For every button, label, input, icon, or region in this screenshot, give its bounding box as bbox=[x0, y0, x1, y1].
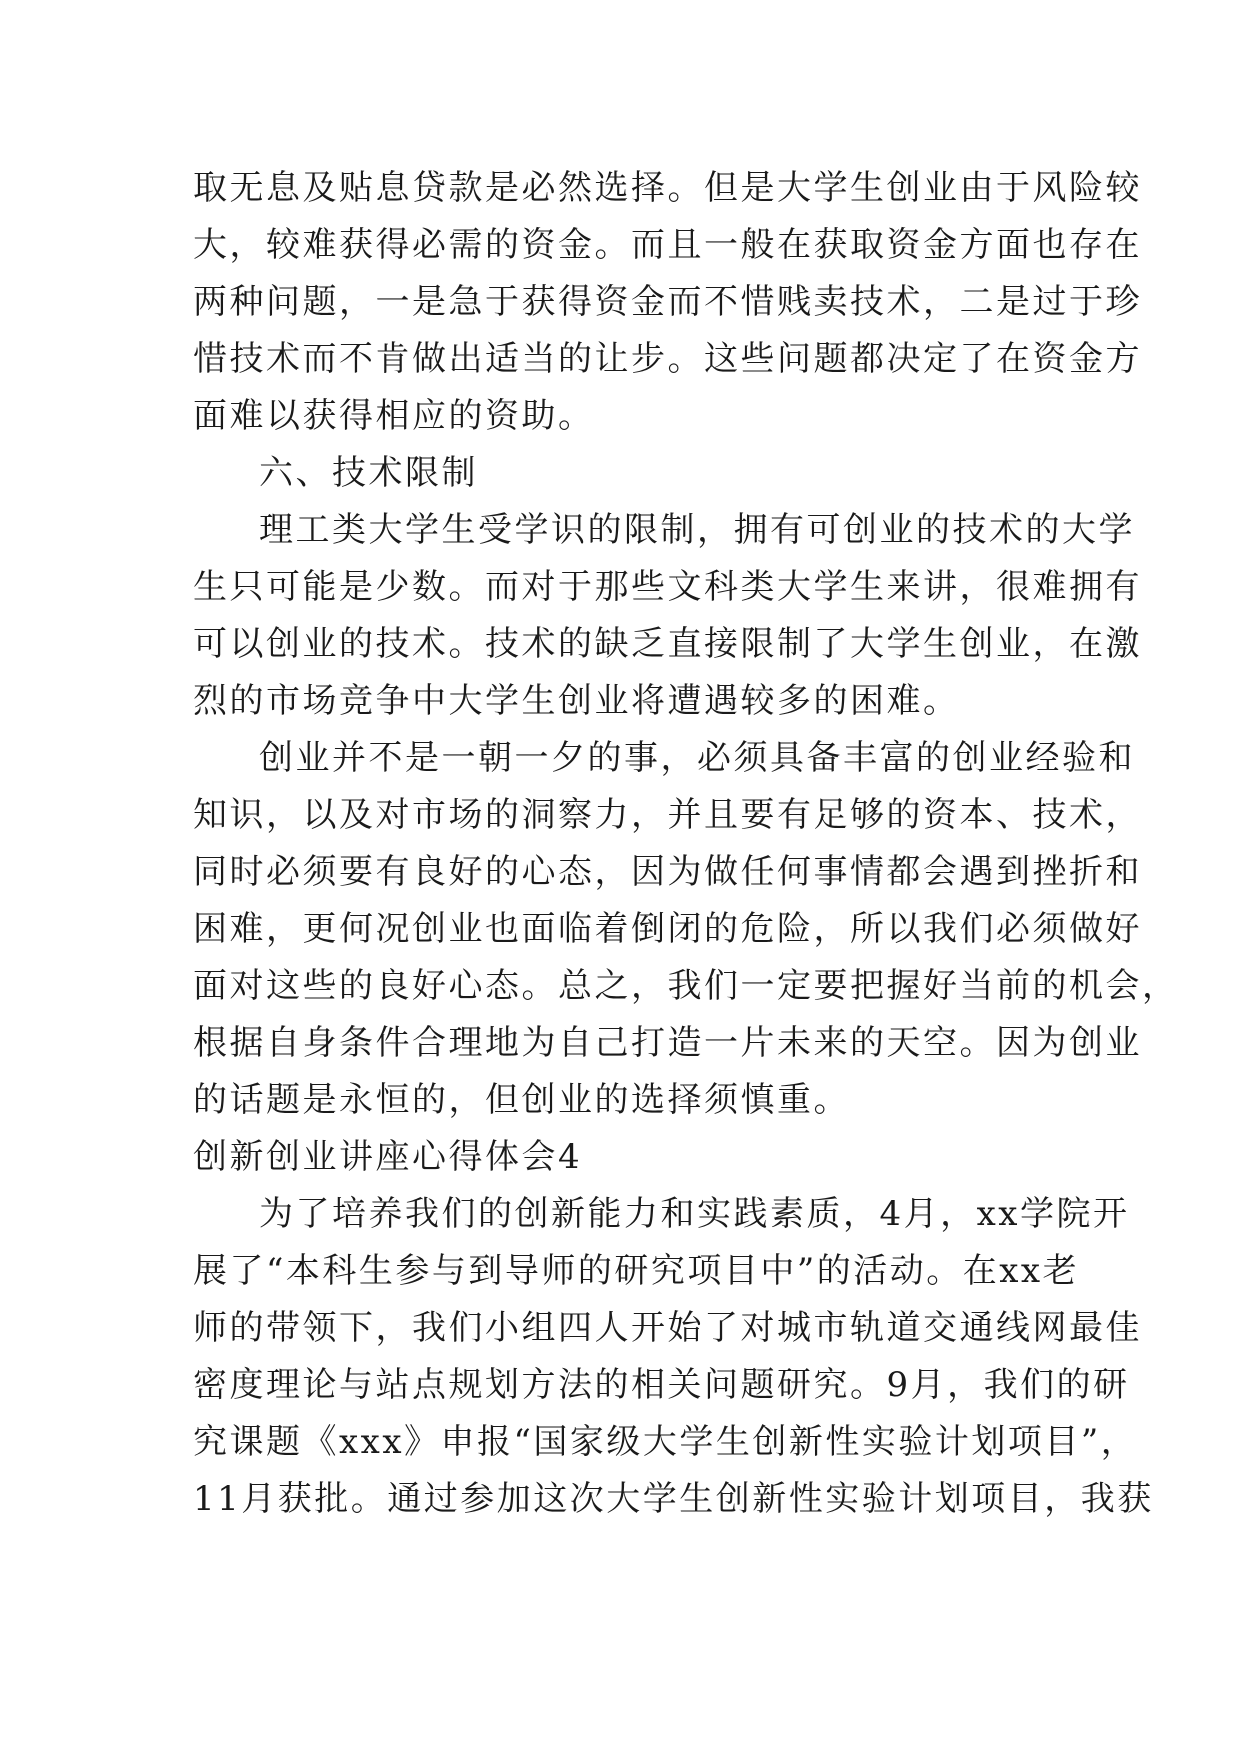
text-line: 根据自身条件合理地为自己打造一片未来的天空。因为创业 bbox=[193, 1023, 1142, 1063]
text-line: 大，较难获得必需的资金。而且一般在获取资金方面也存在 bbox=[193, 225, 1142, 265]
text-line: 面对这些的良好心态。总之，我们一定要把握好当前的机会， bbox=[193, 966, 1179, 1006]
text-line: 创新创业讲座心得体会4 bbox=[193, 1137, 583, 1177]
text-line: 面难以获得相应的资助。 bbox=[193, 396, 595, 436]
text-line: 理工类大学生受学识的限制，拥有可创业的技术的大学 bbox=[259, 510, 1135, 550]
text-line: 取无息及贴息贷款是必然选择。但是大学生创业由于风险较 bbox=[193, 168, 1142, 208]
text-line: 创业并不是一朝一夕的事，必须具备丰富的创业经验和 bbox=[259, 738, 1135, 778]
text-line: 展了“本科生参与到导师的研究项目中”的活动。在xx老 bbox=[193, 1251, 1080, 1291]
text-line: 11月获批。通过参加这次大学生创新性实验计划项目，我获 bbox=[193, 1479, 1154, 1519]
text-line: 六、技术限制 bbox=[259, 453, 478, 493]
text-line: 为了培养我们的创新能力和实践素质，4月，xx学院开 bbox=[259, 1194, 1130, 1234]
text-line: 知识，以及对市场的洞察力，并且要有足够的资本、技术， bbox=[193, 795, 1142, 835]
text-line: 惜技术而不肯做出适当的让步。这些问题都决定了在资金方 bbox=[193, 339, 1142, 379]
text-line: 同时必须要有良好的心态，因为做任何事情都会遇到挫折和 bbox=[193, 852, 1142, 892]
text-line: 师的带领下，我们小组四人开始了对城市轨道交通线网最佳 bbox=[193, 1308, 1142, 1348]
text-line: 可以创业的技术。技术的缺乏直接限制了大学生创业，在激 bbox=[193, 624, 1142, 664]
text-line: 究课题《xxx》申报“国家级大学生创新性实验计划项目”， bbox=[193, 1422, 1138, 1462]
text-line: 生只可能是少数。而对于那些文科类大学生来讲，很难拥有 bbox=[193, 567, 1142, 607]
text-line: 密度理论与站点规划方法的相关问题研究。9月，我们的研 bbox=[193, 1365, 1130, 1405]
text-line: 的话题是永恒的，但创业的选择须慎重。 bbox=[193, 1080, 850, 1120]
document-body bbox=[193, 160, 1179, 1528]
text-line: 困难，更何况创业也面临着倒闭的危险，所以我们必须做好 bbox=[193, 909, 1142, 949]
text-line: 两种问题，一是急于获得资金而不惜贱卖技术，二是过于珍 bbox=[193, 282, 1142, 322]
text-line: 烈的市场竞争中大学生创业将遭遇较多的困难。 bbox=[193, 681, 960, 721]
